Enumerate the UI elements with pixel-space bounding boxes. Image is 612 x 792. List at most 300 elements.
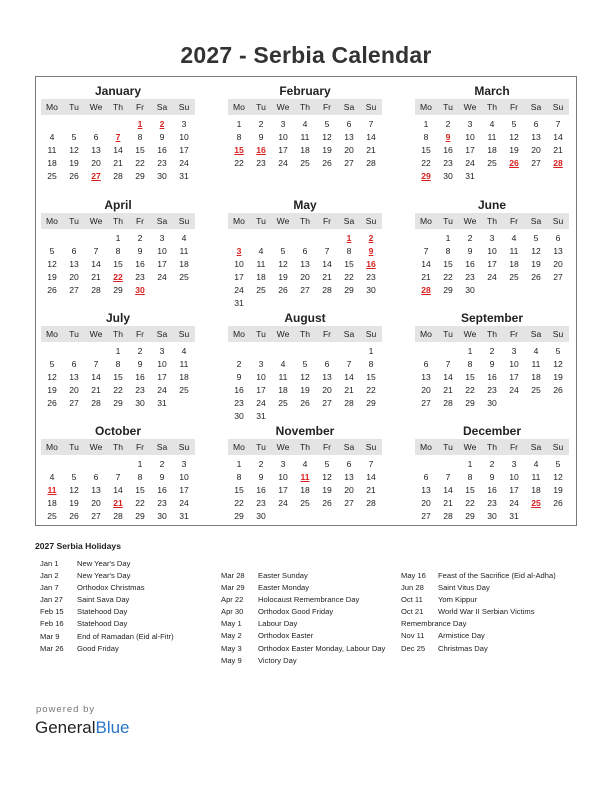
day-cell: 18 <box>300 145 310 155</box>
weekday-label: We <box>89 102 103 112</box>
day-cell: 27 <box>553 272 563 282</box>
day-cell: 27 <box>421 511 431 521</box>
empty-cell <box>63 345 85 358</box>
day-cell: 30 <box>234 411 244 421</box>
holiday-date: May 9 <box>221 655 242 665</box>
weekday-label: Fr <box>509 102 519 112</box>
day-cell: 2 <box>159 459 165 469</box>
weekday-label: Sa <box>343 102 355 112</box>
day-grid <box>41 345 195 410</box>
day-grid <box>41 458 195 523</box>
day-cell: 28 <box>443 511 453 521</box>
weekday-label: Mo <box>420 216 432 226</box>
day-cell: 4 <box>181 346 187 356</box>
month-november <box>228 424 382 523</box>
weekday-label: Sa <box>343 216 355 226</box>
month-name: July <box>105 311 130 325</box>
day-cell: 23 <box>256 158 266 168</box>
day-cell: 5 <box>511 119 517 129</box>
day-grid <box>415 345 569 410</box>
weekday-label: Tu <box>443 102 453 112</box>
holiday-row <box>40 643 174 655</box>
day-cell: 31 <box>234 298 244 308</box>
day-cell: 25 <box>531 385 541 395</box>
day-cell: 24 <box>179 498 189 508</box>
day-cell: 10 <box>509 472 519 482</box>
day-cell: 22 <box>443 272 453 282</box>
day-cell: 28 <box>91 285 101 295</box>
day-cell: 26 <box>69 511 79 521</box>
weekday-label: Th <box>486 329 498 339</box>
day-cell: 22 <box>113 385 123 395</box>
weekday-label: We <box>463 442 477 452</box>
day-cell: 11 <box>531 359 541 369</box>
day-cell: 23 <box>256 498 266 508</box>
day-cell: 22 <box>465 385 475 395</box>
day-cell: 22 <box>344 272 354 282</box>
day-cell: 12 <box>278 259 288 269</box>
day-cell: 6 <box>93 132 99 142</box>
day-cell: 15 <box>234 485 244 495</box>
day-cell: 13 <box>421 372 431 382</box>
month-may <box>228 198 382 310</box>
day-cell: 9 <box>489 472 495 482</box>
day-cell: 20 <box>421 498 431 508</box>
month-march <box>415 84 569 183</box>
day-cell: 16 <box>487 485 497 495</box>
holiday-name: Victory Day <box>258 655 297 665</box>
empty-cell <box>85 118 107 131</box>
holiday-row <box>40 582 174 594</box>
month-name: June <box>477 198 506 212</box>
day-cell: 4 <box>280 359 286 369</box>
day-cell: 12 <box>531 246 541 256</box>
weekday-label: Sa <box>530 442 542 452</box>
day-cell: 3 <box>280 119 286 129</box>
holiday-name: Remembrance Day <box>401 619 467 629</box>
day-cell: 13 <box>553 246 563 256</box>
day-cell: 10 <box>465 132 475 142</box>
weekday-header <box>415 326 569 342</box>
day-cell: 15 <box>465 485 475 495</box>
holiday-row <box>40 631 174 643</box>
weekday-header <box>228 213 382 229</box>
holiday-name: End of Ramadan (Eid al-Fitr) <box>77 631 174 641</box>
day-cell: 5 <box>49 246 55 256</box>
holiday-name: Orthodox Christmas <box>77 583 145 593</box>
day-cell: 15 <box>443 259 453 269</box>
weekday-label: Th <box>299 329 311 339</box>
day-cell: 28 <box>322 285 332 295</box>
brand-logo[interactable] <box>35 718 130 738</box>
holiday-date: Jan 1 <box>40 559 59 568</box>
day-cell: 17 <box>278 485 288 495</box>
empty-cell <box>338 345 360 358</box>
holiday-date: Oct 11 <box>401 595 423 605</box>
day-cell: 10 <box>509 359 519 369</box>
day-cell: 29 <box>135 171 145 181</box>
month-name: August <box>284 311 326 325</box>
day-cell: 31 <box>179 511 189 521</box>
day-cell: 1 <box>467 346 473 356</box>
weekday-label: Th <box>112 102 124 112</box>
day-cell: 19 <box>509 145 519 155</box>
holiday-date: May 1 <box>221 619 242 629</box>
day-cell: 6 <box>346 459 352 469</box>
day-cell: 29 <box>465 398 475 408</box>
holiday-name: Yom Kippur <box>438 595 477 605</box>
day-cell: 5 <box>555 459 561 469</box>
day-cell: 1 <box>423 119 429 129</box>
day-cell: 21 <box>366 485 376 495</box>
day-cell: 8 <box>467 359 473 369</box>
weekday-label: Th <box>299 102 311 112</box>
day-cell: 8 <box>236 472 242 482</box>
day-cell: 1 <box>115 233 121 243</box>
day-cell: 30 <box>487 398 497 408</box>
holiday-name: Statehood Day <box>77 607 128 617</box>
day-cell: 17 <box>487 259 497 269</box>
day-cell: 1 <box>368 346 374 356</box>
holiday-date: Mar 26 <box>40 643 64 653</box>
day-cell: 21 <box>113 158 123 168</box>
day-cell: 30 <box>135 398 145 408</box>
day-cell: 26 <box>531 272 541 282</box>
day-cell: 25 <box>509 272 519 282</box>
day-cell: 13 <box>531 132 541 142</box>
day-cell: 12 <box>47 372 57 382</box>
day-grid <box>41 118 195 183</box>
weekday-header <box>41 326 195 342</box>
day-cell: 10 <box>157 246 167 256</box>
day-cell: 24 <box>487 272 497 282</box>
holiday-row <box>221 618 385 630</box>
day-cell: 14 <box>113 485 123 495</box>
month-name: January <box>94 84 142 98</box>
weekday-label: Th <box>486 442 498 452</box>
day-cell: 29 <box>443 285 453 295</box>
holiday-day-cell: 11 <box>300 472 310 482</box>
weekday-label: Su <box>552 329 564 339</box>
day-cell: 29 <box>113 398 123 408</box>
day-cell: 19 <box>322 485 332 495</box>
day-cell: 20 <box>91 158 101 168</box>
page-title: 2027 - Serbia Calendar <box>180 42 432 68</box>
day-cell: 24 <box>509 385 519 395</box>
day-cell: 9 <box>236 372 242 382</box>
holiday-day-cell: 3 <box>236 246 242 256</box>
weekday-label: We <box>276 216 290 226</box>
weekday-label: Su <box>365 216 377 226</box>
weekday-label: Mo <box>46 216 58 226</box>
day-cell: 18 <box>47 498 57 508</box>
holiday-row <box>401 570 556 582</box>
day-cell: 12 <box>322 472 332 482</box>
day-cell: 18 <box>47 158 57 168</box>
day-cell: 20 <box>344 145 354 155</box>
day-cell: 10 <box>234 259 244 269</box>
weekday-label: Mo <box>46 102 58 112</box>
day-cell: 17 <box>465 145 475 155</box>
day-cell: 27 <box>69 398 79 408</box>
empty-cell <box>107 118 129 131</box>
weekday-label: Tu <box>69 329 79 339</box>
weekday-label: Mo <box>233 329 245 339</box>
day-cell: 3 <box>159 233 165 243</box>
day-cell: 26 <box>47 285 57 295</box>
day-cell: 8 <box>467 472 473 482</box>
holiday-date: Dec 25 <box>401 643 426 653</box>
day-cell: 20 <box>531 145 541 155</box>
day-cell: 1 <box>236 119 242 129</box>
day-cell: 4 <box>302 119 308 129</box>
holiday-row <box>40 606 174 618</box>
holiday-row <box>401 643 556 655</box>
weekday-header <box>228 326 382 342</box>
holiday-date: Jan 7 <box>40 583 59 593</box>
weekday-label: Sa <box>343 329 355 339</box>
day-cell: 13 <box>421 485 431 495</box>
day-cell: 31 <box>256 411 266 421</box>
day-cell: 2 <box>137 346 143 356</box>
day-cell: 20 <box>69 272 79 282</box>
month-name: October <box>94 424 141 438</box>
day-grid <box>228 232 382 310</box>
day-cell: 15 <box>113 259 123 269</box>
day-cell: 8 <box>137 132 143 142</box>
day-cell: 1 <box>236 459 242 469</box>
weekday-label: Mo <box>420 442 432 452</box>
day-cell: 22 <box>234 158 244 168</box>
day-cell: 11 <box>278 372 288 382</box>
day-cell: 22 <box>234 498 244 508</box>
holiday-column <box>40 558 174 655</box>
day-cell: 8 <box>236 132 242 142</box>
day-cell: 13 <box>69 372 79 382</box>
empty-cell <box>437 458 459 471</box>
day-cell: 6 <box>71 246 77 256</box>
weekday-label: Th <box>299 442 311 452</box>
day-cell: 14 <box>322 259 332 269</box>
day-cell: 31 <box>465 171 475 181</box>
day-cell: 22 <box>135 498 145 508</box>
day-cell: 23 <box>234 398 244 408</box>
empty-cell <box>63 232 85 245</box>
day-cell: 7 <box>445 359 451 369</box>
day-cell: 3 <box>258 359 264 369</box>
day-cell: 15 <box>135 485 145 495</box>
day-cell: 6 <box>555 233 561 243</box>
day-cell: 30 <box>443 171 453 181</box>
day-grid <box>228 458 382 523</box>
day-cell: 4 <box>258 246 264 256</box>
day-cell: 4 <box>489 119 495 129</box>
day-cell: 12 <box>553 359 563 369</box>
day-cell: 10 <box>487 246 497 256</box>
day-cell: 19 <box>531 259 541 269</box>
holiday-date: May 3 <box>221 643 242 653</box>
weekday-label: We <box>89 216 103 226</box>
day-cell: 3 <box>511 346 517 356</box>
holiday-date: Jan 2 <box>40 571 59 581</box>
day-cell: 14 <box>344 372 354 382</box>
holidays-title: 2027 Serbia Holidays <box>35 541 121 551</box>
day-grid <box>415 232 569 297</box>
day-cell: 27 <box>322 398 332 408</box>
day-cell: 2 <box>258 119 264 129</box>
day-cell: 18 <box>179 259 189 269</box>
powered-by-text: powered by <box>36 704 96 715</box>
day-cell: 12 <box>47 259 57 269</box>
weekday-label: Su <box>178 442 190 452</box>
day-cell: 23 <box>366 272 376 282</box>
weekday-label: Th <box>486 216 498 226</box>
day-cell: 20 <box>553 259 563 269</box>
holiday-row <box>221 630 385 642</box>
weekday-header <box>41 439 195 455</box>
holiday-row <box>40 594 174 606</box>
weekday-label: Fr <box>509 442 519 452</box>
day-cell: 28 <box>113 511 123 521</box>
empty-cell <box>316 232 338 245</box>
holiday-day-cell: 2 <box>159 119 165 129</box>
day-cell: 17 <box>179 485 189 495</box>
weekday-label: Sa <box>156 216 168 226</box>
holiday-date: Mar 29 <box>221 583 245 593</box>
day-cell: 12 <box>322 132 332 142</box>
day-cell: 6 <box>346 119 352 129</box>
day-cell: 7 <box>368 459 374 469</box>
weekday-label: Mo <box>233 102 245 112</box>
holiday-day-cell: 1 <box>137 119 143 129</box>
day-cell: 25 <box>487 158 497 168</box>
day-cell: 1 <box>115 346 121 356</box>
weekday-label: Th <box>486 102 498 112</box>
day-cell: 3 <box>181 459 187 469</box>
day-cell: 1 <box>445 233 451 243</box>
day-cell: 28 <box>366 498 376 508</box>
empty-cell <box>107 458 129 471</box>
day-cell: 7 <box>93 359 99 369</box>
month-name: November <box>275 424 335 438</box>
holiday-date: Mar 9 <box>40 631 60 641</box>
day-cell: 6 <box>533 119 539 129</box>
empty-cell <box>415 232 437 245</box>
day-cell: 14 <box>443 485 453 495</box>
empty-cell <box>294 345 316 358</box>
day-cell: 26 <box>553 498 563 508</box>
weekday-label: Sa <box>343 442 355 452</box>
weekday-label: Fr <box>509 329 519 339</box>
weekday-label: Mo <box>233 442 245 452</box>
day-cell: 5 <box>324 459 330 469</box>
day-cell: 2 <box>489 459 495 469</box>
day-cell: 24 <box>179 158 189 168</box>
day-cell: 1 <box>137 459 143 469</box>
holiday-day-cell: 28 <box>421 285 431 295</box>
day-cell: 8 <box>137 472 143 482</box>
weekday-label: Tu <box>443 216 453 226</box>
holiday-name: Feast of the Sacrifice (Eid al-Adha) <box>438 571 556 580</box>
day-cell: 8 <box>368 359 374 369</box>
weekday-header <box>228 439 382 455</box>
weekday-label: Sa <box>530 329 542 339</box>
day-cell: 13 <box>91 145 101 155</box>
weekday-label: We <box>463 216 477 226</box>
day-cell: 30 <box>487 511 497 521</box>
day-cell: 8 <box>115 246 121 256</box>
day-cell: 14 <box>553 132 563 142</box>
weekday-label: Tu <box>443 329 453 339</box>
holiday-day-cell: 22 <box>113 272 123 282</box>
day-cell: 30 <box>256 511 266 521</box>
weekday-label: Su <box>178 102 190 112</box>
month-name: May <box>293 198 317 212</box>
weekday-header <box>41 213 195 229</box>
day-cell: 24 <box>278 498 288 508</box>
day-cell: 9 <box>137 359 143 369</box>
day-cell: 24 <box>256 398 266 408</box>
day-cell: 29 <box>135 511 145 521</box>
day-cell: 20 <box>322 385 332 395</box>
day-cell: 27 <box>69 285 79 295</box>
holiday-date: May 2 <box>221 631 242 641</box>
holiday-row <box>401 582 556 594</box>
empty-cell <box>85 458 107 471</box>
day-cell: 19 <box>300 385 310 395</box>
day-cell: 30 <box>157 171 167 181</box>
holiday-row <box>221 655 385 667</box>
brand-blue: Blue <box>95 718 130 737</box>
day-cell: 7 <box>555 119 561 129</box>
day-cell: 14 <box>421 259 431 269</box>
day-cell: 2 <box>258 459 264 469</box>
holiday-date: Mar 28 <box>221 571 245 580</box>
day-cell: 6 <box>93 472 99 482</box>
weekday-label: Tu <box>256 102 266 112</box>
day-cell: 21 <box>344 385 354 395</box>
day-cell: 15 <box>421 145 431 155</box>
holiday-row <box>40 558 174 570</box>
day-cell: 3 <box>280 459 286 469</box>
day-cell: 3 <box>159 346 165 356</box>
holiday-day-cell: 15 <box>234 145 244 155</box>
day-cell: 21 <box>443 498 453 508</box>
month-name: December <box>462 424 522 438</box>
day-cell: 8 <box>346 246 352 256</box>
day-cell: 18 <box>256 272 266 282</box>
day-cell: 12 <box>553 472 563 482</box>
day-cell: 24 <box>509 498 519 508</box>
day-cell: 7 <box>445 472 451 482</box>
empty-cell <box>41 118 63 131</box>
day-cell: 19 <box>322 145 332 155</box>
day-cell: 13 <box>300 259 310 269</box>
weekday-label: We <box>89 442 103 452</box>
day-cell: 21 <box>366 145 376 155</box>
weekday-label: Su <box>178 216 190 226</box>
day-cell: 21 <box>91 272 101 282</box>
day-cell: 21 <box>91 385 101 395</box>
empty-cell <box>272 232 294 245</box>
empty-cell <box>41 232 63 245</box>
day-cell: 21 <box>322 272 332 282</box>
day-cell: 6 <box>71 359 77 369</box>
day-cell: 22 <box>135 158 145 168</box>
day-cell: 4 <box>533 346 539 356</box>
holiday-name: Labour Day <box>258 619 298 629</box>
day-cell: 10 <box>157 359 167 369</box>
